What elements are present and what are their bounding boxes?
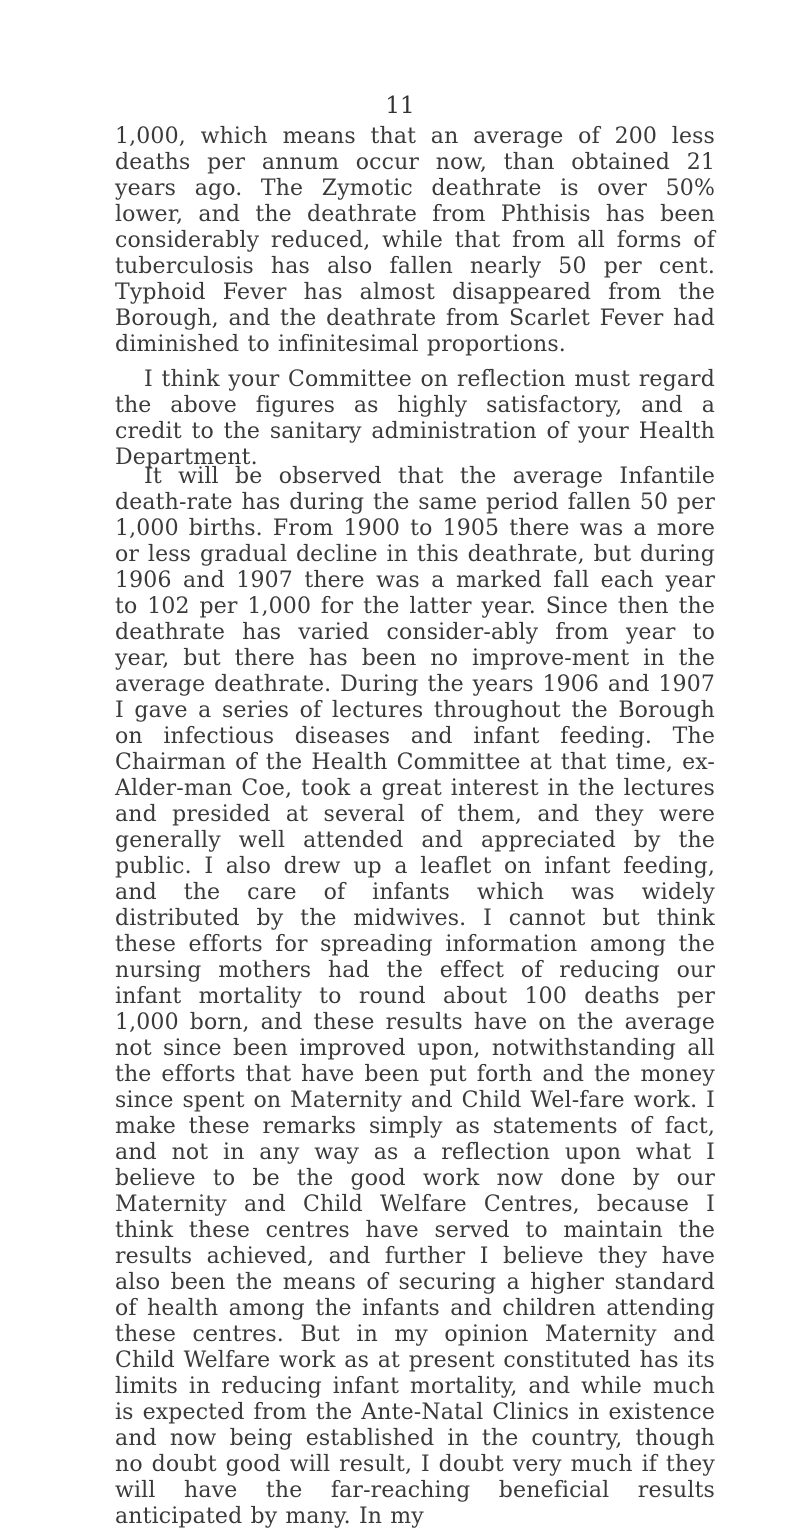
- paragraph-text: I think your Committee on reflection must regard the above figures as highly satisfactory, and a credit to the sanitary administration of your Health Department.: [115, 367, 715, 470]
- paragraph-text: It will be observed that the average Infantile death-rate has during the same period fallen 50 per 1,000 births. From 1900 to 1905 there was a more or less gradual decline in this deathrate, but during 1906 and 1907 there was a marked fall each year to 102 per 1,000 for the latter year. Since then the deathrate has varied consider-ably from year to year, but there has been no improve-ment in the average deathrate. During the years 1906 and 1907 I gave a series of lectures throughout the Borough on infectious diseases and infant feeding. The Chairman of the Health Committee at that time, ex-Alder-man Coe, took a great interest in the lectures and presided at several of them, and they were generally well attended and appreciated by the public. I also drew up a leaflet on infant feeding, and the care of infants which was widely distributed by the midwives. I cannot but think these efforts for spreading information among the nursing mothers had the effect of reducing our infant mortality to round about 100 deaths per 1,000 born, and these results have on the average not since been improved upon, notwithstanding all the efforts that have been put forth and the money since spent on Maternity and Child Wel-fare work. I make these remarks simply as statements of fact, and not in any way as a reflection upon what I believe to be the good work now done by our Maternity and Child Welfare Centres, because I think these centres have served to maintain the results achieved, and further I believe they have also been the means of securing a higher standard of health among the infants and children attending these centres. But in my opinion Maternity and Child Welfare work as at present constituted has its limits in reducing infant mortality, and while much is expected from the Ante-Natal Clinics in existence and now being established in the country, though no doubt good will result, I doubt very much if they will have the far-reaching beneficial results anticipated by many. In my: [115, 464, 715, 1529]
- paragraph-infant-mortality: [115, 464, 715, 1530]
- page-number: 11: [385, 93, 415, 119]
- paragraph-statistics: [115, 124, 715, 358]
- paragraph-committee: [115, 367, 715, 471]
- paragraph-text: 1,000, which means that an average of 200 less deaths per annum occur now, than obtained 21 years ago. The Zymotic deathrate is over 50% lower, and the deathrate from Phthisis has been considerably reduced, while that from all forms of tuberculosis has also fallen nearly 50 per cent. Typhoid Fever has almost disappeared from the Borough, and the deathrate from Scarlet Fever had diminished to infinitesimal proportions.: [115, 124, 715, 357]
